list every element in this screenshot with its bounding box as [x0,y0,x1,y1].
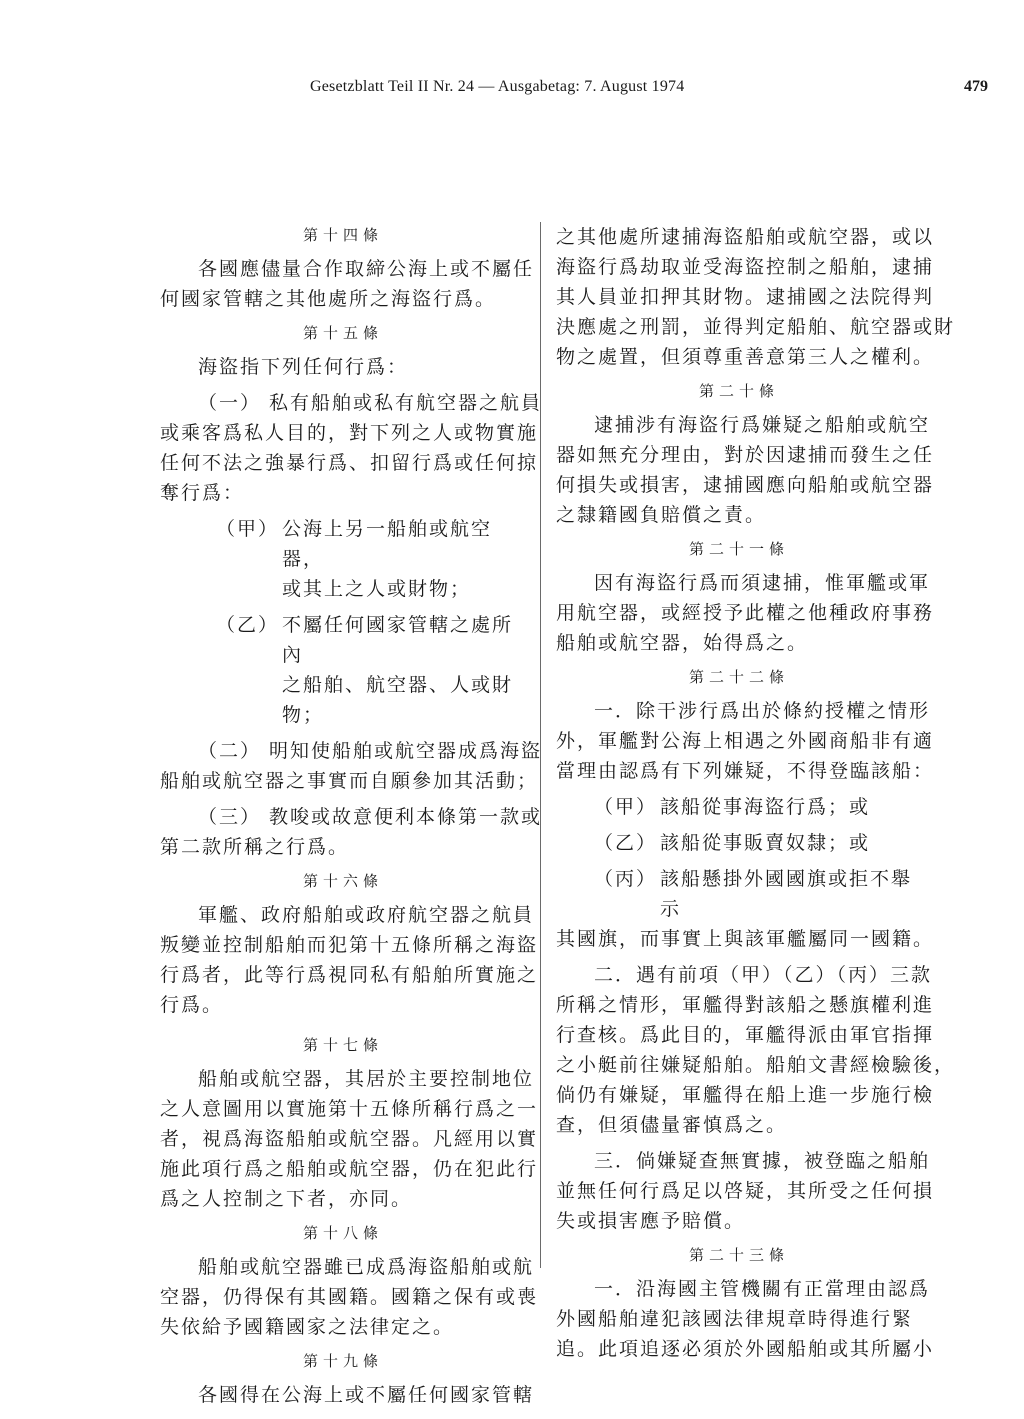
article-22-para-1: 當理由認爲有下列嫌疑，不得登臨該船： [556,760,935,782]
article-19-line: 海盜行爲劫取並受海盜控制之船舶，逮捕 [556,256,935,278]
article-23-line: 一．沿海國主管機關有正當理由認爲 [594,1278,931,1300]
article-15-item-1: 任何不法之強暴行爲、扣留行爲或任何掠 [160,452,539,474]
article-18-line: 船舶或航空器雖已成爲海盜船舶或航 [198,1256,535,1278]
left-column [160,222,543,1410]
article-16-line: 叛變並控制船舶而犯第十五條所稱之海盜 [160,934,539,956]
article-15-subitem-a [160,514,526,604]
right-column [556,222,956,1364]
article-18-heading: 第十八條 [302,1224,383,1242]
subitem-line: 該船從事販賣奴隸；或 [660,832,871,854]
article-22-para-2: 二．遇有前項（甲）（乙）（丙）三款 [594,964,933,986]
article-22-para-2: 之小艇前往嫌疑船舶。船舶文書經檢驗後， [556,1054,956,1076]
article-22-subitem-c [556,864,922,924]
article-22-heading: 第二十二條 [688,668,789,686]
article-15-item-1: 或乘客爲私人目的，對下列之人或物實施 [160,422,539,444]
gazette-header-title: Gesetzblatt Teil II Nr. 24 — Ausgabetag: 7. August 1974 [310,78,685,95]
subitem-line: 或其上之人或財物； [282,578,472,600]
article-17-line: 者，視爲海盜船舶或航空器。凡經用以實 [160,1128,539,1150]
article-15-subitem-b [160,610,526,730]
article-16-line: 行爲者，此等行爲視同私有船舶所實施之 [160,964,539,986]
page-number: 479 [964,78,988,95]
article-20-line: 何損失或損害，逮捕國應向船舶或航空器 [556,474,935,496]
article-19-line: 決應處之刑罰，並得判定船舶、航空器或財 [556,316,956,338]
subitem-marker: （甲） [216,518,280,540]
page-header [310,78,1000,100]
article-19-line: 之其他處所逮捕海盜船舶或航空器，或以 [556,226,935,248]
article-21-line: 船舶或航空器，始得爲之。 [556,632,809,654]
article-20-line: 器如無充分理由，對於因逮捕而發生之任 [556,444,935,466]
article-21-line: 用航空器，或經授予此權之他種政府事務 [556,602,935,624]
article-20-heading: 第二十條 [698,382,779,400]
article-17-line: 船舶或航空器，其居於主要控制地位 [198,1068,535,1090]
article-17-line: 之人意圖用以實施第十五條所稱行爲之一 [160,1098,539,1120]
subitem-marker: （丙） [594,868,658,890]
subitem-line: 該船從事海盜行爲；或 [660,796,871,818]
article-22-para-2: 所稱之情形，軍艦得對該船之懸旗權利進 [556,994,935,1016]
subitem-line: 不屬任何國家管轄之處所內 [282,614,514,666]
article-16-line: 行爲。 [160,994,224,1016]
article-22-para-3: 三．倘嫌疑查無實據，被登臨之船舶 [594,1150,931,1172]
article-20-line: 之隸籍國負賠償之責。 [556,504,767,526]
article-18-line: 失依給予國籍國家之法律定之。 [160,1316,455,1338]
article-22-para-2: 查，但須儘量審慎爲之。 [556,1114,788,1136]
subitem-marker: （乙） [216,614,280,636]
article-17-line: 施此項行爲之船舶或航空器，仍在犯此行 [160,1158,539,1180]
article-15-item-3: （三） 教唆或故意便利本條第一款或 [198,806,543,828]
article-15-item-1: （一） 私有船舶或私有航空器之航員 [198,392,543,414]
article-23-line: 外國船舶違犯該國法律規章時得進行緊 [556,1308,914,1330]
article-22-para-1: 外，軍艦對公海上相遇之外國商船非有適 [556,730,935,752]
article-19-line: 其人員並扣押其財物。逮捕國之法院得判 [556,286,935,308]
article-23-heading: 第二十三條 [688,1246,789,1264]
subitem-marker: （乙） [594,832,658,854]
article-22-subitem-b [556,828,922,858]
subitem-marker: （甲） [594,796,658,818]
article-21-line: 因有海盜行爲而須逮捕，惟軍艦或軍 [594,572,931,594]
article-14-line: 何國家管轄之其他處所之海盜行爲。 [160,288,497,310]
subitem-line: 公海上另一船舶或航空器， [282,518,493,570]
article-15-heading: 第十五條 [302,324,383,342]
article-23-line: 追。此項追逐必須於外國船舶或其所屬小 [556,1338,935,1360]
article-15-intro: 海盜指下列任何行爲： [198,356,409,378]
article-14-heading: 第十四條 [302,226,383,244]
article-22-subitem-c-line: 其國旗，而事實上與該軍艦屬同一國籍。 [556,928,935,950]
subitem-line: 之船舶、航空器、人或財物； [282,674,514,726]
article-16-heading: 第十六條 [302,872,383,890]
subitem-line: 該船懸掛外國國旗或拒不舉示 [660,868,913,920]
article-19-line: 各國得在公海上或不屬任何國家管轄 [198,1384,535,1406]
article-22-para-3: 並無任何行爲足以啓疑，其所受之任何損 [556,1180,935,1202]
article-14-line: 各國應儘量合作取締公海上或不屬任 [198,258,535,280]
article-18-line: 空器，仍得保有其國籍。國籍之保有或喪 [160,1286,539,1308]
article-17-heading: 第十七條 [302,1036,383,1054]
article-17-line: 爲之人控制之下者，亦同。 [160,1188,413,1210]
article-19-heading: 第十九條 [302,1352,383,1370]
article-15-item-2: （二） 明知使船舶或航空器成爲海盜 [198,740,543,762]
article-15-item-3: 第二款所稱之行爲。 [160,836,350,858]
article-15-item-1: 奪行爲： [160,482,245,504]
article-20-line: 逮捕涉有海盜行爲嫌疑之船舶或航空 [594,414,931,436]
article-15-item-2: 船舶或航空器之事實而自願參加其活動； [160,770,539,792]
article-22-para-1: 一．除干涉行爲出於條約授權之情形 [594,700,931,722]
article-21-heading: 第二十一條 [688,540,789,558]
article-16-line: 軍艦、政府船舶或政府航空器之航員 [198,904,535,926]
article-22-para-3: 失或損害應予賠償。 [556,1210,746,1232]
article-19-line: 物之處置，但須尊重善意第三人之權利。 [556,346,935,368]
article-22-subitem-a [556,792,922,822]
article-22-para-2: 行查核。爲此目的，軍艦得派由軍官指揮 [556,1024,935,1046]
article-22-para-2: 倘仍有嫌疑，軍艦得在船上進一步施行檢 [556,1084,935,1106]
